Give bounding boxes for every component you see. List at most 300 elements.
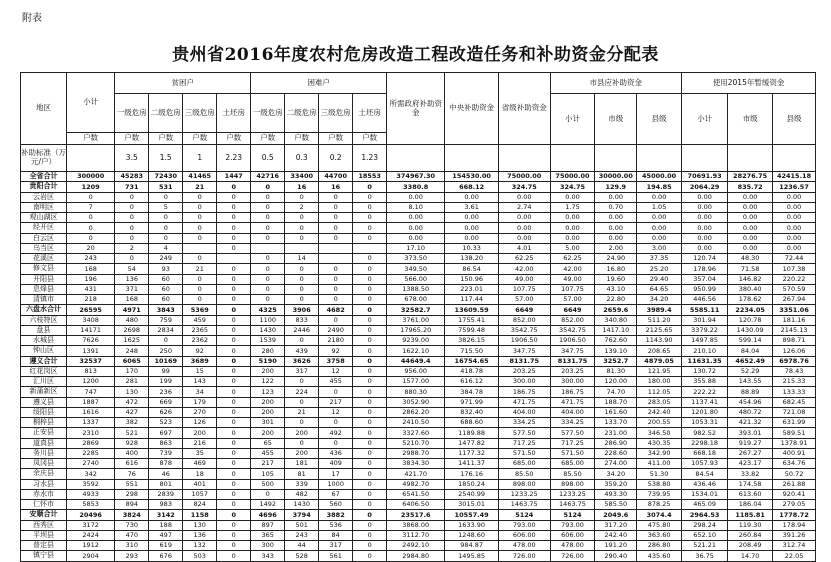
standard-cell xyxy=(595,145,637,172)
table-cell: 340.80 xyxy=(595,315,637,325)
table-cell: 0 xyxy=(285,295,319,305)
table-cell: 208.65 xyxy=(637,346,682,356)
table-cell: 65 xyxy=(251,438,285,448)
table-cell: 21 xyxy=(285,407,319,417)
table-row xyxy=(21,172,816,182)
table-row xyxy=(21,233,816,243)
table-cell: 92 xyxy=(319,346,353,356)
table-cell: 0.00 xyxy=(728,192,773,202)
table-cell: 168 xyxy=(67,264,115,274)
table-cell: 19.60 xyxy=(595,274,637,284)
table-cell: 400 xyxy=(115,448,149,458)
table-cell: 46 xyxy=(149,469,183,479)
table-cell: 0.00 xyxy=(637,233,682,243)
region-name: 桐梓县 xyxy=(21,418,67,428)
region-name: 南明区 xyxy=(21,202,67,212)
table-cell: 1185.81 xyxy=(728,510,773,520)
table-cell: 739.95 xyxy=(637,489,682,499)
table-row xyxy=(21,366,816,376)
table-cell: 793.00 xyxy=(550,520,595,530)
table-cell: 0.00 xyxy=(595,233,637,243)
table-cell: 480.72 xyxy=(728,407,773,417)
table-cell: 3906 xyxy=(285,305,319,315)
table-cell: 62.25 xyxy=(550,254,595,264)
table-cell: 3626 xyxy=(285,356,319,366)
table-cell: 0 xyxy=(115,233,149,243)
table-cell: 0 xyxy=(217,223,251,233)
table-cell: 143.55 xyxy=(728,377,773,387)
region-name: 镇宁县 xyxy=(21,551,67,561)
table-cell: 74.70 xyxy=(595,387,637,397)
table-cell: 0 xyxy=(353,336,387,346)
table-cell: 70691.93 xyxy=(682,172,728,182)
table-cell: 12 xyxy=(319,366,353,376)
table-cell: 1492 xyxy=(251,500,285,510)
table-cell xyxy=(285,243,319,253)
table-cell: 228.60 xyxy=(595,448,637,458)
table-cell xyxy=(353,243,387,253)
region-name: 开阳县 xyxy=(21,274,67,284)
table-cell: 112.05 xyxy=(637,387,682,397)
table-cell: 2698 xyxy=(115,325,149,335)
region-name: 白云区 xyxy=(21,233,67,243)
allocation-table xyxy=(20,72,816,562)
table-cell: 85.50 xyxy=(550,469,595,479)
table-cell: 813 xyxy=(67,366,115,376)
table-row xyxy=(21,551,816,561)
table-cell: 528 xyxy=(285,551,319,561)
table-cell: 2.74 xyxy=(498,202,550,212)
table-cell: 0 xyxy=(217,284,251,294)
standard-cell: 1.23 xyxy=(353,145,387,172)
table-cell: 339 xyxy=(285,479,319,489)
table-cell: 203.25 xyxy=(498,366,550,376)
table-cell: 216 xyxy=(183,438,217,448)
table-cell: 0 xyxy=(217,479,251,489)
table-cell: 1633.90 xyxy=(445,520,499,530)
table-cell: 3408 xyxy=(67,315,115,325)
table-cell: 0 xyxy=(115,223,149,233)
table-cell: 0 xyxy=(217,336,251,346)
table-cell: 41465 xyxy=(183,172,217,182)
table-cell: 1143.90 xyxy=(637,336,682,346)
table-cell: 34.20 xyxy=(595,469,637,479)
table-cell: 3015.01 xyxy=(445,500,499,510)
region-name: 汇川区 xyxy=(21,377,67,387)
table-row xyxy=(21,387,816,397)
table-row xyxy=(21,284,816,294)
table-cell: 75000.00 xyxy=(498,172,550,182)
table-cell: 0 xyxy=(353,500,387,510)
table-cell: 1201.80 xyxy=(682,407,728,417)
table-cell: 721.08 xyxy=(773,407,816,417)
table-cell: 267.27 xyxy=(728,448,773,458)
table-cell: 0 xyxy=(353,325,387,335)
table-cell: 50.72 xyxy=(773,469,816,479)
table-cell: 0 xyxy=(217,243,251,253)
table-cell: 343 xyxy=(251,551,285,561)
table-cell: 0 xyxy=(217,233,251,243)
table-cell: 1477.82 xyxy=(445,438,499,448)
table-cell: 3542.75 xyxy=(550,325,595,335)
table-cell: 355.88 xyxy=(682,377,728,387)
region-name: 习水县 xyxy=(21,479,67,489)
table-cell: 5124 xyxy=(550,510,595,520)
table-cell: 0 xyxy=(149,192,183,202)
table-cell: 298 xyxy=(115,489,149,499)
table-cell: 29.40 xyxy=(637,274,682,284)
table-cell: 0 xyxy=(251,489,285,499)
table-cell: 126 xyxy=(183,418,217,428)
table-cell: 0 xyxy=(217,530,251,540)
table-cell: 117.44 xyxy=(445,295,499,305)
table-cell: 208.49 xyxy=(728,541,773,551)
table-cell: 606.00 xyxy=(498,530,550,540)
table-cell: 0.00 xyxy=(550,213,595,223)
table-cell: 0 xyxy=(319,202,353,212)
table-cell: 0 xyxy=(217,520,251,530)
table-cell: 0 xyxy=(217,377,251,387)
table-cell: 382 xyxy=(115,418,149,428)
table-row xyxy=(21,407,816,417)
table-cell: 5369 xyxy=(183,305,217,315)
table-cell: 0 xyxy=(217,500,251,510)
table-cell: 129.9 xyxy=(595,182,637,192)
table-cell: 92 xyxy=(183,346,217,356)
table-cell: 0 xyxy=(217,305,251,315)
table-cell: 971.99 xyxy=(445,397,499,407)
table-cell: 0 xyxy=(353,305,387,315)
table-cell: 747 xyxy=(67,387,115,397)
table-cell: 2362 xyxy=(183,336,217,346)
header-hu-count: 户数 xyxy=(353,133,387,145)
table-cell: 130.72 xyxy=(682,366,728,376)
region-name: 六枝特区 xyxy=(21,315,67,325)
table-cell: 99 xyxy=(149,366,183,376)
table-cell: 0.00 xyxy=(387,213,445,223)
table-cell: 150.96 xyxy=(445,274,499,284)
table-cell: 6978.76 xyxy=(773,356,816,366)
table-cell: 317 xyxy=(285,366,319,376)
header-region: 地区 xyxy=(21,73,67,145)
table-cell: 44 xyxy=(285,541,319,551)
region-name: 普定县 xyxy=(21,541,67,551)
table-cell: 0 xyxy=(67,223,115,233)
table-cell: 0 xyxy=(217,418,251,428)
table-cell: 585.50 xyxy=(595,500,637,510)
header-cat-l1: 一级危房 xyxy=(115,94,149,133)
header-cat-l3: 三级危房 xyxy=(319,94,353,133)
table-row xyxy=(21,325,816,335)
table-cell: 349.50 xyxy=(387,264,445,274)
table-cell: 393.01 xyxy=(728,428,773,438)
table-cell: 6065 xyxy=(115,356,149,366)
table-cell: 616.12 xyxy=(445,377,499,387)
table-cell: 475.80 xyxy=(637,520,682,530)
table-cell: 199 xyxy=(149,377,183,387)
standard-cell: 0.5 xyxy=(251,145,285,172)
table-cell: 1248.60 xyxy=(445,530,499,540)
standard-cell xyxy=(550,145,595,172)
table-cell: 2988.70 xyxy=(387,448,445,458)
table-cell: 880.30 xyxy=(387,387,445,397)
table-cell: 4982.70 xyxy=(387,479,445,489)
table-row xyxy=(21,336,816,346)
table-cell: 482 xyxy=(285,489,319,499)
region-name: 仁怀市 xyxy=(21,500,67,510)
region-name: 绥阳县 xyxy=(21,407,67,417)
table-cell: 342 xyxy=(67,469,115,479)
table-cell: 503 xyxy=(183,551,217,561)
table-cell: 2049.6 xyxy=(595,510,637,520)
table-cell: 0 xyxy=(217,541,251,551)
table-cell: 186.75 xyxy=(498,387,550,397)
table-row xyxy=(21,520,816,530)
table-cell: 54 xyxy=(115,264,149,274)
table-cell: 669 xyxy=(149,397,183,407)
table-cell: 0 xyxy=(251,223,285,233)
table-row xyxy=(21,264,816,274)
header-sub-city: 市级 xyxy=(728,94,773,145)
table-row xyxy=(21,182,816,192)
table-cell: 0 xyxy=(353,377,387,387)
table-cell: 682.45 xyxy=(773,397,816,407)
table-cell: 0 xyxy=(251,264,285,274)
table-cell: 186.75 xyxy=(550,387,595,397)
standard-cell: 1 xyxy=(183,145,217,172)
table-cell: 42.00 xyxy=(498,264,550,274)
header-sub-city: 市级 xyxy=(595,94,637,145)
table-cell: 2869 xyxy=(67,438,115,448)
table-cell: 2 xyxy=(115,243,149,253)
table-cell: 8131.75 xyxy=(550,356,595,366)
region-name: 钟山区 xyxy=(21,346,67,356)
table-cell: 0.00 xyxy=(637,223,682,233)
table-cell: 2740 xyxy=(67,459,115,469)
table-cell: 60 xyxy=(149,284,183,294)
table-cell: 726.00 xyxy=(550,551,595,561)
table-cell: 0.00 xyxy=(773,202,816,212)
table-cell: 863 xyxy=(149,438,183,448)
table-cell: 200.55 xyxy=(637,418,682,428)
table-cell: 20496 xyxy=(67,510,115,520)
table-cell: 878.25 xyxy=(637,500,682,510)
table-cell: 2180 xyxy=(319,336,353,346)
standard-cell xyxy=(67,145,115,172)
table-cell: 0 xyxy=(353,397,387,407)
table-cell: 3834.30 xyxy=(387,459,445,469)
table-cell: 120.00 xyxy=(595,377,637,387)
table-row xyxy=(21,346,816,356)
table-cell: 334.25 xyxy=(550,418,595,428)
table-cell: 833 xyxy=(285,315,319,325)
table-cell: 1100 xyxy=(251,315,285,325)
table-cell: 42716 xyxy=(251,172,285,182)
table-cell: 86.54 xyxy=(445,264,499,274)
table-cell: 64.65 xyxy=(637,284,682,294)
table-cell: 0 xyxy=(353,366,387,376)
table-cell: 62.25 xyxy=(498,254,550,264)
table-cell: 0 xyxy=(149,213,183,223)
region-name: 余庆县 xyxy=(21,469,67,479)
region-name: 六盘水合计 xyxy=(21,305,67,315)
table-cell: 560 xyxy=(319,500,353,510)
table-cell: 492 xyxy=(319,428,353,438)
region-name: 平坝县 xyxy=(21,530,67,540)
table-cell: 280 xyxy=(251,346,285,356)
table-cell: 613.60 xyxy=(728,489,773,499)
table-row xyxy=(21,397,816,407)
table-cell xyxy=(183,243,217,253)
table-cell: 0 xyxy=(319,223,353,233)
table-cell: 1000 xyxy=(319,479,353,489)
table-cell: 0 xyxy=(319,295,353,305)
table-cell: 0 xyxy=(353,418,387,428)
table-cell: 1200 xyxy=(67,377,115,387)
table-cell: 3.61 xyxy=(445,202,499,212)
table-cell: 57.00 xyxy=(498,295,550,305)
table-cell: 178.94 xyxy=(773,520,816,530)
table-cell: 0 xyxy=(217,356,251,366)
table-cell: 301 xyxy=(251,418,285,428)
table-cell: 120.78 xyxy=(728,315,773,325)
table-cell: 1539 xyxy=(251,336,285,346)
table-cell: 4682 xyxy=(319,305,353,315)
table-cell: 0 xyxy=(285,336,319,346)
table-cell: 0 xyxy=(285,418,319,428)
table-cell: 606.00 xyxy=(550,530,595,540)
table-cell: 0 xyxy=(353,438,387,448)
header-hu-count: 户数 xyxy=(115,133,149,145)
table-cell xyxy=(217,254,251,264)
table-cell: 0 xyxy=(217,448,251,458)
table-cell: 2410.50 xyxy=(387,418,445,428)
table-cell: 616 xyxy=(115,459,149,469)
table-cell: 551 xyxy=(115,479,149,489)
table-row xyxy=(21,438,816,448)
table-cell: 8.10 xyxy=(387,202,445,212)
table-cell: 431 xyxy=(67,284,115,294)
table-cell: 0.00 xyxy=(682,243,728,253)
table-cell: 2285 xyxy=(67,448,115,458)
table-cell: 0.00 xyxy=(728,233,773,243)
table-cell: 168 xyxy=(115,295,149,305)
table-cell: 404.00 xyxy=(550,407,595,417)
table-cell: 44700 xyxy=(319,172,353,182)
table-cell: 0.00 xyxy=(682,223,728,233)
table-cell: 493.30 xyxy=(595,489,637,499)
table-cell: 0 xyxy=(251,274,285,284)
table-cell: 0 xyxy=(183,192,217,202)
table-cell: 384.78 xyxy=(445,387,499,397)
table-cell: 4933 xyxy=(67,489,115,499)
table-cell: 3252.7 xyxy=(595,356,637,366)
table-cell: 143 xyxy=(183,377,217,387)
table-cell: 18 xyxy=(183,469,217,479)
table-cell: 2365 xyxy=(183,325,217,335)
table-cell: 0 xyxy=(353,479,387,489)
table-row xyxy=(21,489,816,499)
table-cell: 81.30 xyxy=(595,366,637,376)
table-cell: 132 xyxy=(183,541,217,551)
table-row xyxy=(21,315,816,325)
table-cell: 0.00 xyxy=(498,223,550,233)
header-hu-count: 户数 xyxy=(67,133,115,145)
table-cell: 286.80 xyxy=(637,541,682,551)
table-cell: 3989.4 xyxy=(637,305,682,315)
table-cell: 697 xyxy=(149,428,183,438)
table-cell: 290.40 xyxy=(595,551,637,561)
attachment-label: 附表 xyxy=(22,13,42,24)
table-cell: 571.50 xyxy=(498,448,550,458)
table-cell: 4971 xyxy=(115,305,149,315)
table-cell: 0 xyxy=(115,202,149,212)
table-cell: 717.25 xyxy=(498,438,550,448)
table-cell: 300.00 xyxy=(550,377,595,387)
table-cell: 35 xyxy=(183,448,217,458)
table-cell: 222.22 xyxy=(682,387,728,397)
table-cell: 188 xyxy=(149,520,183,530)
table-cell: 898.00 xyxy=(550,479,595,489)
table-cell: 478.00 xyxy=(550,541,595,551)
table-cell: 1906.50 xyxy=(498,336,550,346)
table-cell: 0 xyxy=(251,182,285,192)
table-cell: 0 xyxy=(149,336,183,346)
table-cell: 1388.50 xyxy=(387,284,445,294)
table-cell: 261.88 xyxy=(773,479,816,489)
table-cell: 357.04 xyxy=(682,274,728,284)
standard-cell xyxy=(498,145,550,172)
table-cell: 11631.35 xyxy=(682,356,728,366)
table-cell: 301.94 xyxy=(682,315,728,325)
table-cell: 0 xyxy=(319,418,353,428)
table-cell: 731 xyxy=(115,182,149,192)
table-cell: 76 xyxy=(115,469,149,479)
table-cell: 0 xyxy=(353,407,387,417)
table-row xyxy=(21,243,816,253)
table-cell: 71.58 xyxy=(728,264,773,274)
table-cell: 0 xyxy=(353,356,387,366)
table-cell: 0 xyxy=(353,387,387,397)
table-cell: 538.80 xyxy=(637,479,682,489)
table-cell: 180.00 xyxy=(637,377,682,387)
table-cell: 762.60 xyxy=(595,336,637,346)
table-cell: 133.70 xyxy=(595,418,637,428)
table-cell: 60 xyxy=(149,295,183,305)
table-cell: 1236.57 xyxy=(773,182,816,192)
table-cell: 0 xyxy=(67,213,115,223)
table-cell: 0.00 xyxy=(728,243,773,253)
region-name: 息烽县 xyxy=(21,284,67,294)
table-cell: 274.00 xyxy=(595,459,637,469)
table-cell: 0 xyxy=(183,223,217,233)
table-cell: 220.22 xyxy=(773,274,816,284)
table-cell: 17.10 xyxy=(387,243,445,253)
table-cell: 523 xyxy=(149,418,183,428)
table-cell: 4.01 xyxy=(498,243,550,253)
table-cell: 0 xyxy=(319,284,353,294)
table-cell: 0 xyxy=(115,254,149,264)
table-cell: 0 xyxy=(217,202,251,212)
table-cell: 471.75 xyxy=(498,397,550,407)
table-cell: 1534.01 xyxy=(682,489,728,499)
table-cell: 1391 xyxy=(67,346,115,356)
table-cell: 0.00 xyxy=(387,233,445,243)
table-cell: 0 xyxy=(183,274,217,284)
table-cell: 5853 xyxy=(67,500,115,510)
table-cell: 0.00 xyxy=(682,213,728,223)
table-row xyxy=(21,274,816,284)
